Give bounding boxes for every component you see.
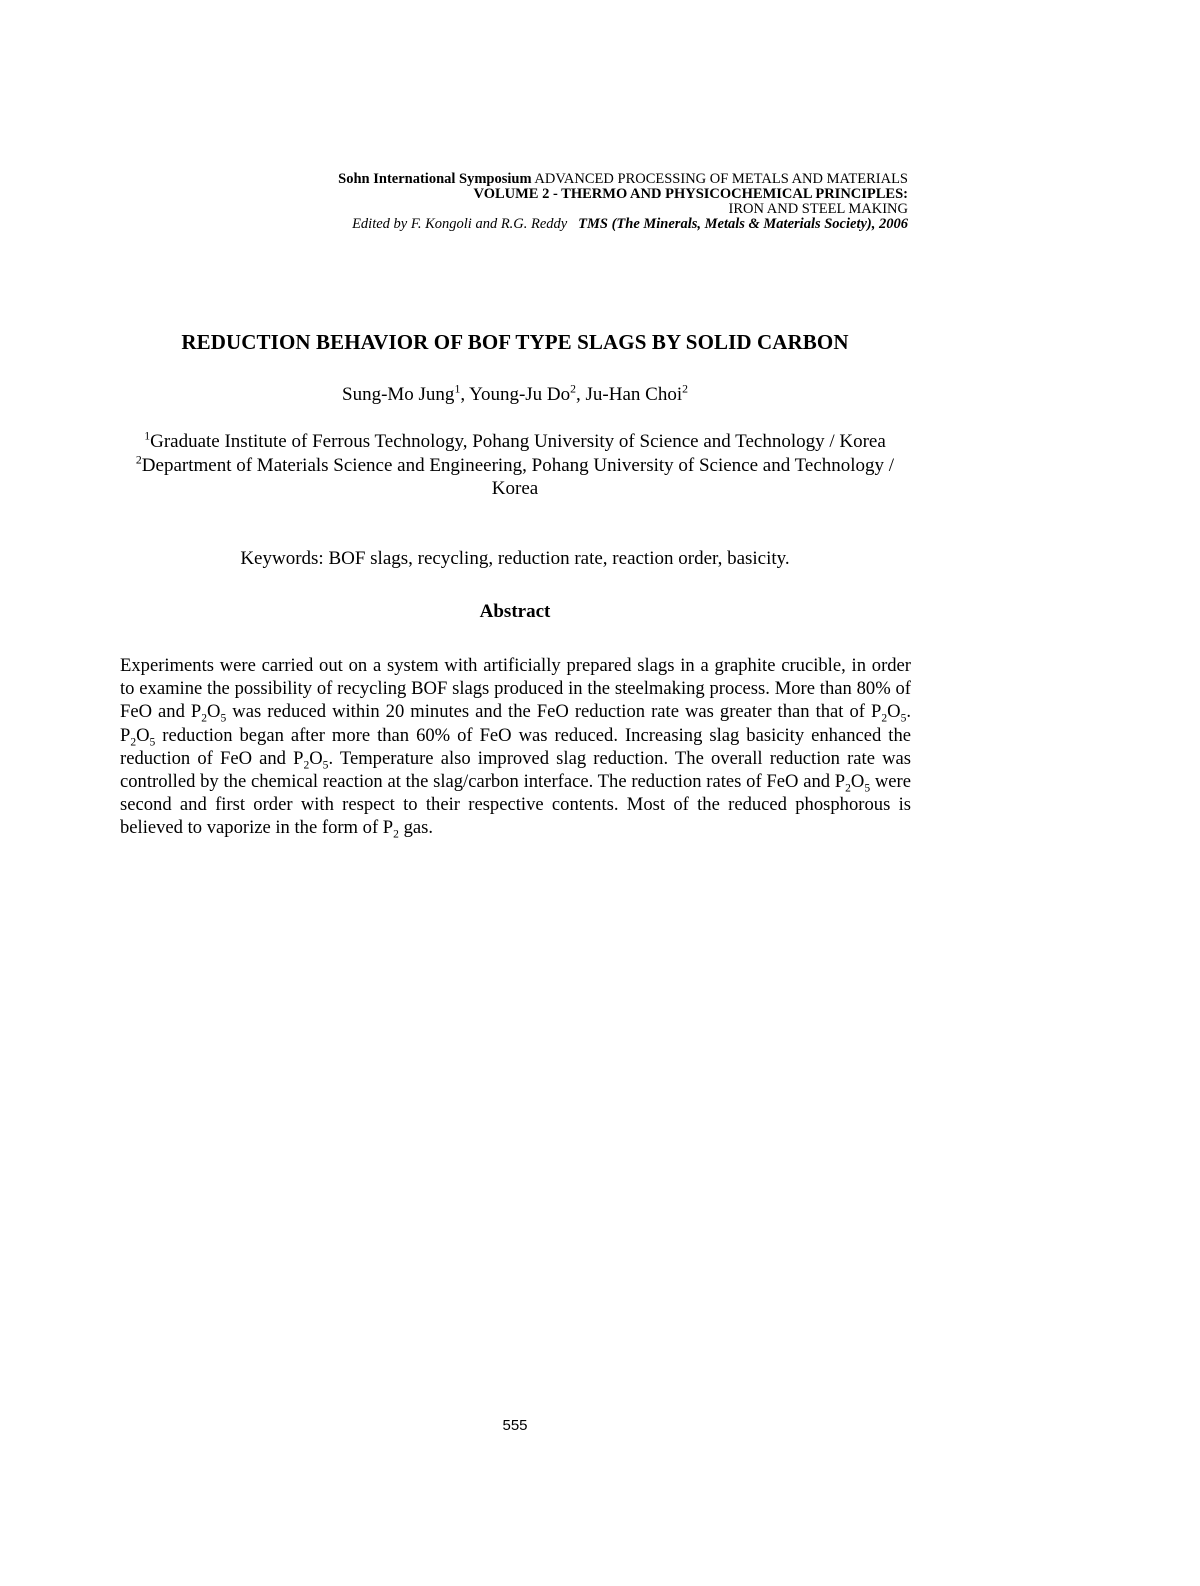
abstract-text: . Temperature also improved slag reduction. The overall reduction rate was controlled by the chemical reaction at the slag/carbon interface. The reduction rates of FeO and P xyxy=(120,747,911,793)
editors: Edited by F. Kongoli and R.G. Reddy xyxy=(352,216,568,232)
subscript: 2 xyxy=(881,713,888,726)
publisher: TMS (The Minerals, Metals & Materials Society), 2006 xyxy=(578,216,908,232)
abstract-body xyxy=(120,654,911,840)
abstract-text: gas. xyxy=(398,817,434,839)
topic-line: IRON AND STEEL MAKING xyxy=(728,201,908,217)
subscript: 2 xyxy=(393,829,399,842)
keywords: Keywords: BOF slags, recycling, reduction rate, reaction order, basicity. xyxy=(240,548,790,569)
author-name: Sung-Mo Jung xyxy=(342,384,455,405)
editors-line xyxy=(120,217,908,232)
page-number: 555 xyxy=(502,1417,528,1434)
proceedings-header xyxy=(120,172,908,232)
author-separator: , xyxy=(576,384,586,405)
affiliation-2 xyxy=(130,454,900,501)
header-line-1 xyxy=(120,172,908,187)
subscript: 2 xyxy=(845,782,851,795)
subscript: 2 xyxy=(130,736,137,749)
author-name: Ju-Han Choi xyxy=(585,384,683,405)
affiliation-1 xyxy=(130,430,900,454)
abstract-text: O xyxy=(136,724,150,746)
abstract-text: O xyxy=(309,747,323,769)
subscript: 2 xyxy=(201,713,208,726)
abstract-text: Experiments were carried out on a system with artificially prepared slags in a graphite crucible, in order to examine the possibility of recycling BOF slags produced in the steelmaking process. More than 80% of FeO and P xyxy=(120,655,911,723)
affiliation-mark: 2 xyxy=(135,453,142,467)
abstract-text: O xyxy=(207,701,221,723)
subscript: 5 xyxy=(864,782,871,795)
affiliation-text: Department of Materials Science and Engineering, Pohang University of Science and Technology / Korea xyxy=(141,454,895,499)
abstract-text: O xyxy=(887,701,901,723)
affiliations xyxy=(130,430,900,501)
subscript: 5 xyxy=(322,759,329,772)
abstract-text: reduction began after more than 60% of FeO was reduced. Increasing slag basicity enhanced the reduction of FeO and P xyxy=(120,724,911,769)
affiliation-mark: 1 xyxy=(144,429,151,443)
symposium-name: Sohn International Symposium xyxy=(338,171,532,187)
author-affiliation-mark: 1 xyxy=(454,382,461,396)
paper-title: REDUCTION BEHAVIOR OF BOF TYPE SLAGS BY SOLID CARBON xyxy=(181,330,849,354)
author-separator: , xyxy=(460,384,470,405)
author-affiliation-mark: 2 xyxy=(570,382,577,396)
volume-line: VOLUME 2 - THERMO AND PHYSICOCHEMICAL PRINCIPLES: xyxy=(473,186,908,202)
subscript: 5 xyxy=(220,713,227,726)
author-affiliation-mark: 2 xyxy=(682,382,688,396)
author-name: Young-Ju Do xyxy=(469,384,571,405)
abstract-text: . P xyxy=(120,701,911,746)
symposium-subtitle: ADVANCED PROCESSING OF METALS AND MATERIALS xyxy=(534,171,908,187)
subscript: 5 xyxy=(900,713,907,726)
affiliation-text: Graduate Institute of Ferrous Technology, Pohang University of Science and Technology / Korea xyxy=(150,431,886,452)
subscript: 2 xyxy=(303,759,310,772)
subscript: 5 xyxy=(149,736,156,749)
author-list xyxy=(120,384,910,406)
abstract-text: were second and first order with respect to their respective contents. Most of the reduced phosphorous is believed to vaporize in the form of P xyxy=(120,771,911,839)
abstract-heading: Abstract xyxy=(479,601,551,622)
abstract-text: was reduced within 20 minutes and the FeO reduction rate was greater than that of P xyxy=(226,701,882,723)
abstract-text: O xyxy=(850,771,865,793)
